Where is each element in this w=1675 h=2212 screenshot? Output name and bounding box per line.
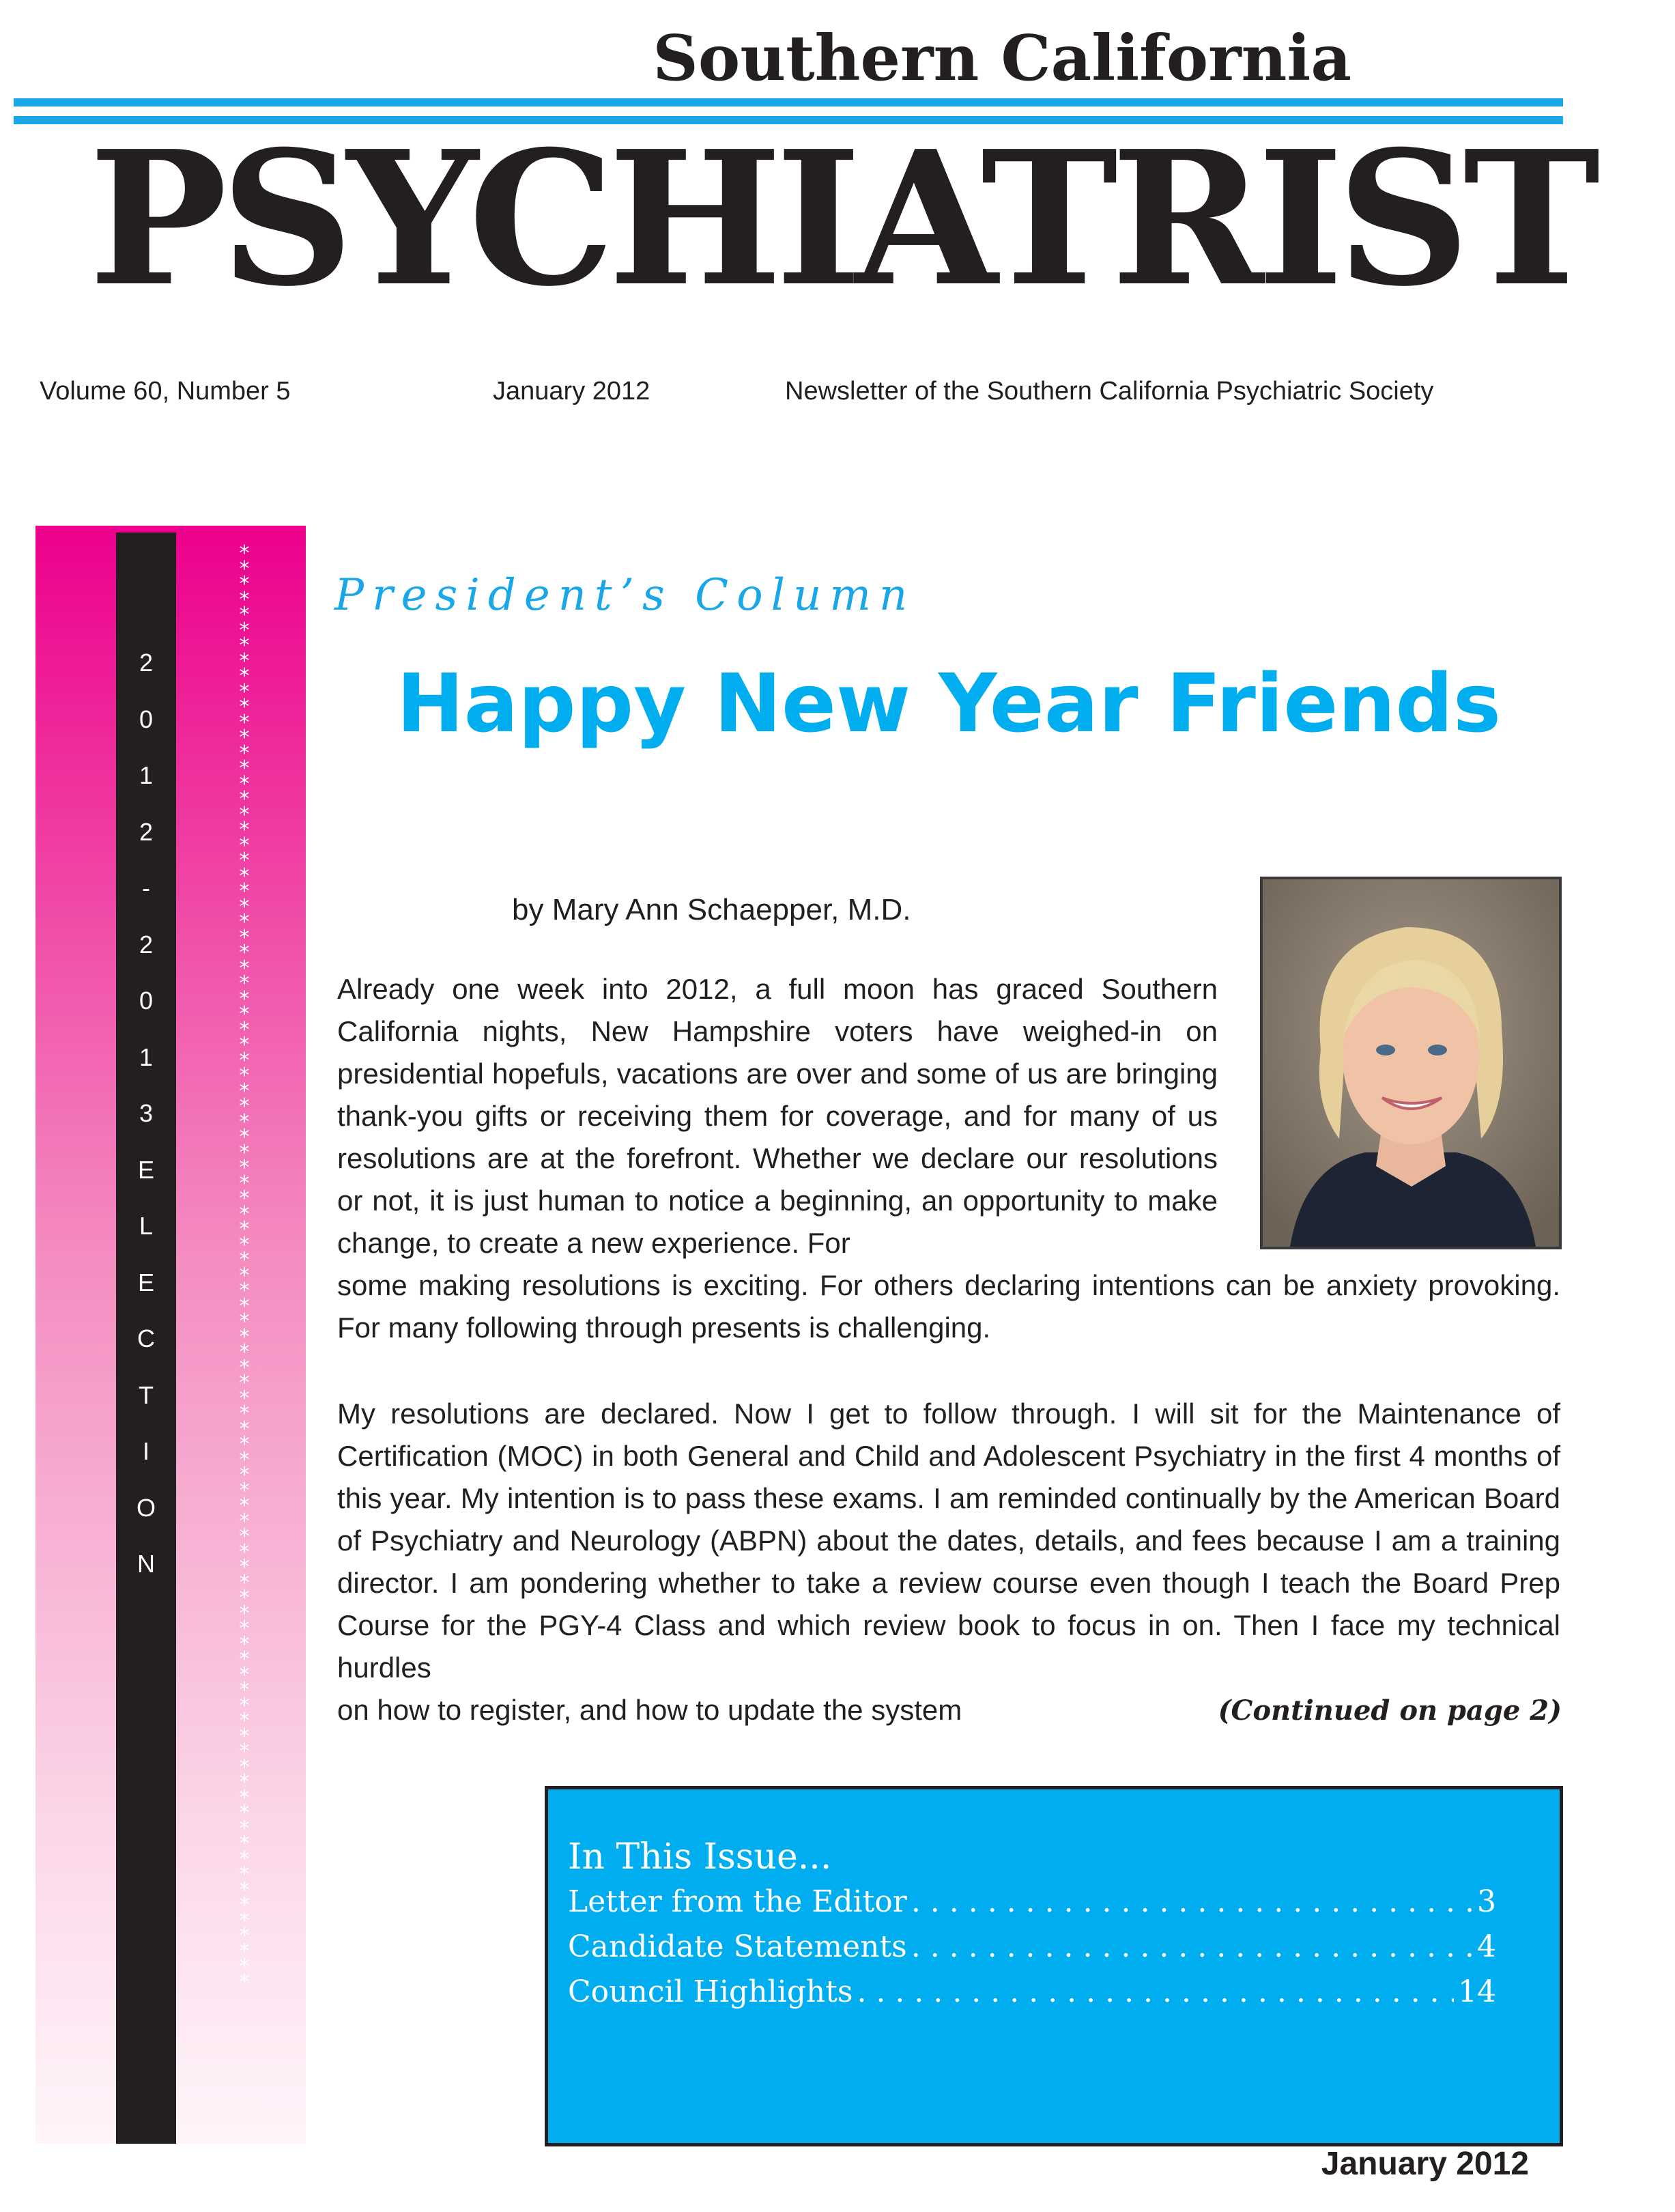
toc-item-letter-from-editor[interactable]: [568, 1884, 1496, 1929]
section-label: President’s Column: [334, 570, 916, 621]
masthead-rule-top: [14, 98, 1563, 107]
paragraph-resolutions-last-line: on how to register, and how to update the system: [337, 1694, 962, 1726]
toc-leader-dots: [911, 1929, 1473, 1964]
footer-date: January 2012: [1321, 2146, 1529, 2182]
continued-link[interactable]: (Continued on page 2): [1218, 1695, 1562, 1727]
sidebar-letter: N: [137, 1550, 155, 1578]
sidebar-letter: 2: [139, 649, 154, 677]
sidebar-letter: 0: [139, 705, 154, 733]
paragraph-intro-wrapped: Already one week into 2012, a full moon has graced Southern California nights, New Hampshire voters have weighed-in on presidential hopefuls, vacations are over and some of us are bringing thank-you gifts or receiving them for coverage, and for many of us resolutions are at the forefront. Whether we declare our resolutions or not, it is just human to notice a beginning, an opportunity to make change, to create a new experience. For: [337, 973, 1218, 1259]
toc-item-title: Council Highlights: [568, 1974, 853, 2009]
toc-leader-dots: [857, 1974, 1454, 2009]
newsletter-tagline: Newsletter of the Southern California Psychiatric Society: [785, 377, 1434, 406]
sidebar-letter: E: [137, 1268, 154, 1296]
sidebar-letter: C: [137, 1324, 155, 1352]
toc-item-title: Candidate Statements: [568, 1929, 907, 1964]
paragraph-intro-full: some making resolutions is exciting. For others declaring intentions can be anxiety provoking. For many following through presents is challenging.: [337, 1269, 1560, 1344]
sidebar-letter: 2: [139, 930, 154, 959]
article-byline: by Mary Ann Schaepper, M.D.: [512, 893, 911, 926]
sidebar-letter: 0: [139, 987, 154, 1015]
author-portrait-image: [1263, 879, 1559, 1247]
sidebar-letter: E: [137, 1155, 154, 1184]
toc-item-page: 4: [1477, 1929, 1496, 1964]
volume-number: Volume 60, Number 5: [40, 377, 291, 406]
in-this-issue-heading: In This Issue...: [568, 1837, 832, 1877]
toc-item-page: 3: [1477, 1884, 1496, 1919]
sidebar-letter: I: [142, 1437, 149, 1465]
issue-date: January 2012: [493, 377, 650, 406]
sidebar-letter: 3: [139, 1099, 154, 1127]
sidebar-letter: -: [142, 874, 150, 902]
masthead-title: PSYCHIATRIST: [89, 110, 1594, 327]
toc-item-council-highlights[interactable]: [568, 1974, 1496, 2019]
sidebar-letter: 1: [139, 1043, 154, 1071]
toc-item-candidate-statements[interactable]: [568, 1929, 1496, 1974]
paragraph-resolutions: My resolutions are declared. Now I get to follow through. I will sit for the Maintenance of Certification (MOC) in both General and Child and Adolescent Psychiatry in the first 4 months of this year. My intention is to pass these exams. I am reminded continually by the American Board of Psychiatry and Neurology (ABPN) about the dates, details, and fees because I am a training director. I am pondering whether to take a review course even though I teach the Board Prep Course for the PGY-4 Class and which review book to focus in on. Then I face my technical hurdles: [337, 1398, 1560, 1684]
star-column: * * * * * * * * * * * * * * * * * * * * * * * * * * * * * * * * * * * * * * * * * * * * * * * * * * * * * * * * * * * * * * * * * * * * * * * * * * * * * * * * * * * * * * * * * * * * * *: [238, 541, 251, 1994]
sidebar-letter: T: [139, 1380, 154, 1409]
masthead-region: Southern California: [653, 21, 1351, 95]
author-photo: [1260, 877, 1562, 1249]
sidebar-letter: 2: [139, 817, 154, 846]
toc-item-title: Letter from the Editor: [568, 1884, 907, 1919]
sidebar-letter: L: [139, 1212, 154, 1240]
sidebar-letter: O: [136, 1493, 156, 1522]
sidebar-letter: 1: [139, 761, 154, 789]
toc-item-page: 14: [1458, 1974, 1496, 2009]
election-vertical-text: [116, 635, 176, 1593]
toc-leader-dots: [911, 1884, 1473, 1919]
article-headline: Happy New Year Friends: [396, 656, 1502, 750]
